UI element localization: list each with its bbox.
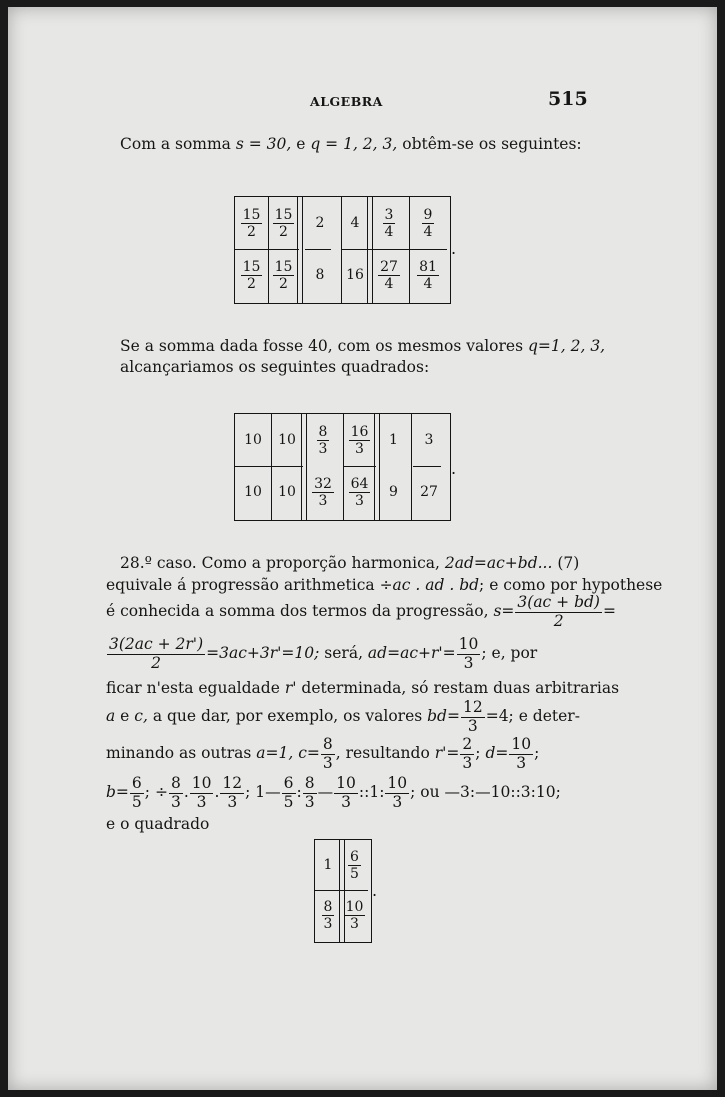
table-cell	[303, 414, 343, 466]
magic-squares-table-1	[234, 196, 451, 304]
cell-fraction: $\frac{9}{4}$	[423, 206, 433, 240]
table2-period: .	[451, 459, 457, 478]
scanned-page	[8, 7, 717, 1090]
table-cell	[268, 197, 299, 249]
para3-line1: 28.º caso. Como a proporção harmonica, 2ad=ac+bd... (7)	[120, 554, 580, 572]
table-cell: 9	[389, 484, 398, 500]
cell-fraction: $\frac{10}{3}$	[345, 898, 364, 932]
table-cell	[343, 414, 376, 466]
table-cell: 10	[278, 432, 296, 448]
para3-line7: minando as outras a=1, c= $\frac{8}{3}$ , resultando r'= $\frac{2}{3}$ ; d= $\frac{10}{3}$ ;	[106, 735, 540, 772]
table-cell	[315, 890, 341, 940]
table3-period: .	[372, 881, 378, 900]
cell-fraction: $\frac{15}{2}$	[274, 258, 293, 292]
para3-line6: a e c, a que dar, por exemplo, os valores bd= $\frac{12}{3}$ =4; e deter-	[106, 698, 580, 735]
para3-line5: ficar n'esta egualdade r' determinada, só restam duas arbitrarias	[106, 679, 620, 697]
table1-period: .	[451, 239, 457, 258]
page-number: 515	[548, 88, 588, 110]
magic-square-table-3	[314, 839, 372, 943]
table-cell: 8	[315, 267, 325, 283]
column-rule	[411, 414, 412, 520]
magic-squares-table-2	[234, 413, 451, 521]
table-cell	[268, 249, 299, 301]
row-rule	[305, 249, 331, 250]
cell-fraction: $\frac{27}{4}$	[380, 258, 398, 292]
cell-fraction: $\frac{15}{2}$	[274, 206, 293, 240]
table-cell: 2	[315, 215, 325, 231]
column-rule	[268, 197, 269, 303]
table-cell: 1	[389, 432, 398, 448]
row-rule	[235, 249, 299, 250]
table-cell: 10	[244, 432, 262, 448]
cell-fraction: $\frac{6}{5}$	[350, 848, 359, 882]
column-rule	[367, 197, 373, 303]
para2-line2: alcançariamos os seguintes quadrados:	[120, 358, 430, 376]
cell-fraction: $\frac{81}{4}$	[419, 258, 437, 292]
row-rule	[315, 890, 368, 891]
cell-fraction: $\frac{15}{2}$	[242, 258, 261, 292]
cell-fraction: $\frac{32}{3}$	[314, 475, 332, 509]
column-rule	[271, 414, 272, 520]
table-cell: 10	[244, 484, 262, 500]
cell-fraction: $\frac{64}{3}$	[350, 475, 369, 509]
table-cell	[369, 249, 409, 301]
table-cell: 27	[420, 484, 438, 500]
cell-fraction: $\frac{8}{3}$	[323, 898, 333, 932]
table-cell	[409, 249, 447, 301]
row-rule	[343, 466, 376, 467]
para3-line2: equivale á progressão arithmetica ÷ac . ad . bd; e como por hypothese	[106, 576, 663, 594]
row-rule	[235, 466, 303, 467]
column-rule	[341, 197, 342, 303]
table-cell	[369, 197, 409, 249]
table-cell	[341, 840, 368, 890]
cell-fraction: $\frac{15}{2}$	[242, 206, 261, 240]
table-cell: 4	[350, 215, 360, 231]
row-rule	[413, 466, 441, 467]
table-cell	[343, 466, 376, 518]
table-cell	[341, 890, 368, 940]
table-cell: 10	[278, 484, 296, 500]
table-cell	[235, 249, 268, 301]
column-rule	[301, 414, 307, 520]
column-rule	[343, 414, 344, 520]
column-rule	[339, 840, 345, 942]
row-rule	[341, 249, 447, 250]
column-rule	[374, 414, 380, 520]
cell-fraction: $\frac{8}{3}$	[318, 423, 328, 457]
para3-line3: é conhecida a somma dos termos da progressão, s= $\frac{3(ac + bd)}{2}$ =	[106, 593, 616, 630]
para3-line4: $\frac{3(2ac + 2r')}{2}$ =3ac+3r'=10; será, ad=ac+r'= $\frac{10}{3}$ ; e, por	[109, 635, 538, 672]
table-cell: 3	[424, 432, 434, 448]
column-rule	[297, 197, 303, 303]
para2-line1: Se a somma dada fosse 40, com os mesmos valores q=1, 2, 3,	[120, 337, 606, 355]
cell-fraction: $\frac{16}{3}$	[350, 423, 369, 457]
column-rule	[409, 197, 410, 303]
table-cell	[303, 466, 343, 518]
table-cell	[409, 197, 447, 249]
para3-line8: b= $\frac{6}{5}$ ; ÷ $\frac{8}{3}$ . $\frac{10}{3}$ . $\frac{12}{3}$ ; 1— $\frac{6}{5}$ : $\frac{8}{3}$ — $\frac{10}{3}$ ::1: $\frac{10}{3}$ ; ou —3:—10::3:10;	[106, 774, 561, 811]
table-cell: 1	[323, 857, 333, 873]
cell-fraction: $\frac{3}{4}$	[384, 206, 394, 240]
intro-line: Com a somma s = 30, e q = 1, 2, 3, obtêm-se os seguintes:	[120, 135, 582, 153]
table-cell	[235, 197, 268, 249]
para3-line9: e o quadrado	[106, 815, 210, 833]
table-cell: 16	[346, 267, 364, 283]
running-title: ALGEBRA	[310, 94, 383, 109]
